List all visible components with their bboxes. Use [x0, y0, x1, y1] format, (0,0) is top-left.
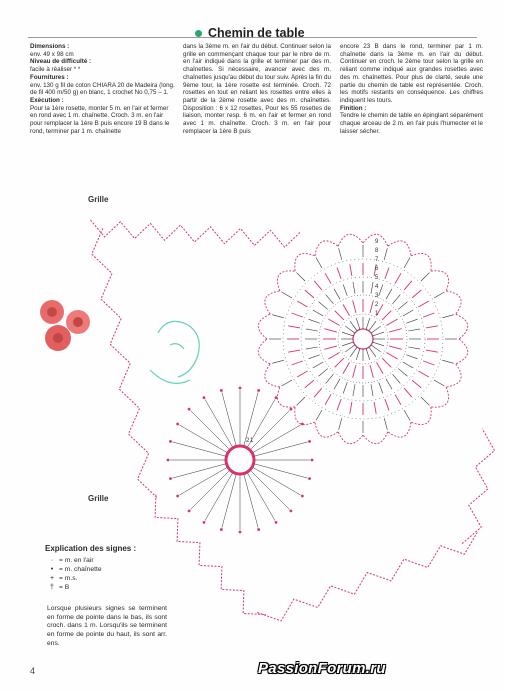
chain-spoke [244, 474, 258, 527]
legend-text: = m.s. [59, 575, 78, 582]
treble-stitch [319, 369, 328, 377]
supplies-heading: Fournitures : [30, 73, 69, 81]
chart-scallop [258, 314, 270, 339]
treble-stitch [342, 332, 353, 336]
chart-dot [203, 521, 206, 524]
dimensions-value: env. 49 x 98 cm [30, 50, 74, 58]
chart-dot [311, 459, 314, 462]
treble-stitch [371, 384, 373, 396]
chart-scallop [338, 234, 363, 246]
treble-stitch [393, 295, 401, 304]
chain-spoke [254, 442, 307, 456]
treble-stitch [395, 394, 401, 404]
treble-stitch [369, 321, 376, 331]
chart-dot [308, 477, 311, 480]
treble-stitch [385, 268, 389, 279]
legend-item [45, 556, 165, 565]
round-number: 6 [375, 266, 379, 272]
chart-scallop [446, 364, 461, 387]
chart-scallop [446, 291, 461, 314]
chart-zigzag [462, 429, 494, 544]
chain-spoke [179, 468, 227, 496]
treble-stitch [389, 346, 402, 349]
treble-stitch [305, 380, 314, 388]
treble-stitch [404, 388, 412, 397]
treble-stitch [371, 326, 381, 333]
treble-stitch [384, 418, 387, 430]
treble-stitch [379, 382, 383, 393]
treble-stitch [353, 282, 355, 294]
treble-stitch [335, 311, 344, 320]
chart-scallop [295, 253, 315, 271]
round-number: 5 [375, 275, 379, 281]
treble-stitch [442, 360, 454, 363]
chart-scallop [431, 271, 449, 291]
treble-stitch [324, 346, 337, 349]
treble-stitch [406, 355, 417, 359]
chart-scallop [315, 241, 338, 256]
treble-stitch [314, 388, 322, 397]
treble-stitch [326, 295, 334, 304]
chain-spoke [191, 411, 230, 450]
chart-scallop [411, 407, 431, 425]
legend-note: Lorsque plusieurs signes se terminent en forme de pointe dans le bas, ils sont croch. dans 1 m. Lorsqu'ils se terminent en forme de pointe du haut, ils sont arr. ens. [47, 605, 167, 647]
chart-dot [188, 510, 191, 513]
chart-dot [220, 389, 223, 392]
finishing-heading: Finition : [340, 104, 367, 112]
rosette-center [226, 446, 254, 474]
dimensions-heading: Dimensions : [30, 43, 70, 50]
watermark: PassionForum.ru [258, 660, 386, 677]
treble-stitch [412, 380, 421, 388]
treble-stitch [386, 319, 397, 326]
treble-stitch [297, 397, 305, 405]
treble-stitch [434, 380, 444, 386]
treble-stitch [339, 248, 342, 260]
treble-stitch [325, 273, 331, 283]
treble-stitch [382, 358, 391, 367]
column-3-text: encore 23 B dans le rond, terminer par 1 m. chaînette dans la 3ème m. en l'air du début. Continuer en croch. le 2ème tour selon la grille en reliant comme indiqué aux grandes rosettes avec des m. chaînettes. Pour plus de clarté, seule une partie du chemin de table est représentée. Croch. les motifs restants en conséquence. Les chiffres indiquent les tours. [340, 43, 483, 104]
treble-stitch [308, 355, 319, 359]
treble-stitch [306, 329, 318, 331]
treble-stitch [337, 399, 341, 410]
treble-stitch [334, 289, 340, 299]
treble-stitch [370, 300, 373, 313]
chain-spoke [251, 411, 290, 450]
treble-stitch [404, 258, 410, 268]
chart-dot [176, 495, 179, 498]
roses-illustration [40, 300, 90, 351]
treble-stitch [325, 394, 331, 404]
treble-stitch [434, 292, 444, 298]
treble-stitch [306, 347, 318, 349]
rosette-center [353, 329, 373, 349]
chart-dot [220, 528, 223, 531]
treble-stitch [384, 248, 387, 260]
treble-stitch [297, 301, 307, 307]
chart-zigzag [92, 228, 158, 498]
treble-stitch [418, 301, 428, 307]
chart-dot [176, 423, 179, 426]
treble-stitch [282, 292, 292, 298]
treble-stitch [324, 329, 337, 332]
treble-stitch [356, 349, 360, 360]
treble-stitch [305, 290, 314, 298]
legend [45, 544, 165, 592]
chart-dot [257, 389, 260, 392]
chart-scallop [277, 271, 295, 291]
treble-stitch [423, 313, 434, 317]
treble-stitch [406, 319, 417, 323]
legend-header: Explication des signes : [45, 544, 137, 553]
treble-stitch [385, 399, 389, 410]
treble-stitch [288, 350, 300, 352]
treble-stitch [345, 326, 355, 333]
treble-stitch [404, 281, 412, 290]
chart-scallop [456, 339, 468, 364]
treble-stitch [350, 321, 357, 331]
chain-spoke [179, 425, 227, 453]
treble-stitch [426, 326, 438, 328]
slip-stitch-icon: • [50, 566, 54, 573]
treble-stitch [316, 410, 322, 420]
treble-stitch [421, 273, 429, 281]
treble-stitch [343, 304, 350, 315]
treble-stitch [398, 369, 407, 377]
column-2: dans la 3ème m. en l'air du début. Continuer selon la grille en commençant chaque tour par le nbre de m. en l'air indiqué dans la grille et terminer par des m. chaînettes. Si nécessaire, avancer avec des m. chaînettes jusqu'au début du tour suiv. Après la fin du 9ème tour, la 1ère rosette est terminée. Croch. 72 rosettes en tout en reliant les rosettes entre elles à partir de la 2ème rosette avec des m. chaînettes. Disposition : 6 x 12 rosettes. Pour les 55 rosettes de liaison, monter resp. 6 m. en l'air et fermer en rond avec 1 m. chaînette. Croch. 3 m. en l'air pour remplacer la 1ère B puis [183, 43, 331, 135]
treble-stitch [442, 315, 454, 318]
legend-item [45, 583, 165, 592]
treble-stitch [379, 284, 383, 295]
treble-stitch [373, 342, 384, 346]
legend-text: = m. en l'air [59, 557, 94, 564]
chain-spoke [253, 468, 301, 496]
finishing-value: Tendre le chemin de table en épinglant séparément chaque arceau de 2 m. en l'air puis l'humecter et le laisser sécher. [340, 112, 483, 135]
legend-text: = B [59, 584, 70, 591]
treble-stitch [386, 353, 397, 360]
execution-value: Pour la 1ère rosette, monter 5 m. en l'air et fermer en rond avec 1 m. chaînette. Croch. 3 m. en l'air pour remplacer la 1ère B puis encore 19 B dans le rond, terminer par 1 m. chaînette [30, 104, 170, 135]
round-number: 1 [375, 311, 379, 317]
treble-stitch [418, 371, 428, 377]
treble-stitch [386, 379, 392, 389]
treble-stitch [350, 402, 352, 414]
treble-stitch [366, 318, 370, 329]
chain-spoke [253, 425, 301, 453]
chain-spoke [205, 399, 233, 447]
chart-scallop [388, 241, 411, 256]
treble-stitch [386, 289, 392, 299]
treble-stitch [308, 319, 319, 323]
difficulty-heading: Niveau de difficulté : [30, 58, 92, 66]
chart-scallop [315, 422, 338, 437]
chain-spoke [222, 474, 236, 527]
treble-stitch [337, 268, 341, 279]
treble-stitch [373, 332, 384, 336]
treble-stitch [343, 362, 350, 373]
chart-scallop [277, 387, 295, 407]
treble-stitch [272, 360, 284, 363]
treble-stitch [403, 310, 413, 316]
treble-stitch [370, 365, 373, 378]
chart-dot [203, 396, 206, 399]
chain-spoke [205, 473, 233, 521]
treble-stitch [393, 374, 401, 383]
legend-text: = m. chaînette [59, 566, 102, 573]
chain-stitch-icon: · [50, 557, 54, 564]
chart-dot [290, 408, 293, 411]
chart-dot [239, 387, 242, 390]
treble-stitch-icon: † [50, 584, 54, 591]
treble-stitch [395, 273, 401, 283]
chart-ring [301, 277, 425, 401]
chart-scallop [363, 432, 388, 444]
round-number: 2 [375, 302, 379, 308]
treble-stitch [408, 347, 420, 349]
treble-stitch [404, 410, 410, 420]
treble-stitch [412, 290, 421, 298]
chart-scallop [295, 407, 315, 425]
round-number: 2 [246, 438, 250, 444]
chart-dot [301, 495, 304, 498]
treble-stitch [374, 402, 376, 414]
treble-stitch [353, 300, 356, 313]
execution-heading: Exécution : [30, 96, 64, 104]
treble-stitch [297, 273, 305, 281]
chart-zigzag [155, 495, 266, 615]
single-crochet-icon: + [49, 575, 55, 582]
treble-stitch [421, 397, 429, 405]
chart-dot [239, 531, 242, 534]
chain-spoke [251, 471, 290, 510]
chart-dot [275, 396, 278, 399]
round-number: 8 [375, 248, 379, 254]
treble-stitch [314, 281, 322, 290]
treble-stitch [423, 361, 434, 365]
grille-side-label: Grille [88, 494, 109, 503]
treble-stitch [353, 365, 356, 378]
chain-spoke [172, 442, 225, 456]
chain-spoke [248, 473, 276, 521]
treble-stitch [371, 282, 373, 294]
treble-stitch [328, 319, 339, 326]
chart-scallop [265, 364, 280, 387]
treble-stitch [328, 353, 339, 360]
chart-zigzag [257, 532, 477, 620]
chain-spoke [222, 392, 236, 445]
treble-stitch [335, 358, 344, 367]
chart-scallop [338, 432, 363, 444]
treble-stitch [282, 380, 292, 386]
chain-spoke [172, 464, 225, 478]
difficulty-value: facile à réaliser * * [30, 66, 81, 74]
treble-stitch [398, 302, 407, 310]
treble-stitch [313, 310, 323, 316]
chart-dot [275, 521, 278, 524]
chart-dot [308, 440, 311, 443]
treble-stitch [350, 264, 352, 276]
treble-stitch [288, 326, 300, 328]
chart-dot [188, 408, 191, 411]
treble-stitch [408, 329, 420, 331]
chart-scallop [388, 422, 411, 437]
treble-stitch [389, 329, 402, 332]
chart-dot [167, 459, 170, 462]
treble-stitch [313, 362, 323, 368]
treble-stitch [369, 347, 376, 357]
chart-dot [301, 423, 304, 426]
treble-stitch [326, 374, 334, 383]
treble-stitch [319, 302, 328, 310]
legend-item [45, 574, 165, 583]
round-number: 4 [375, 284, 379, 290]
chart-scallop [411, 253, 431, 271]
treble-stitch [343, 382, 347, 393]
treble-stitch [426, 350, 438, 352]
treble-stitch [366, 349, 370, 360]
treble-stitch [334, 379, 340, 389]
chart-scallop [456, 314, 468, 339]
round-number: 9 [375, 239, 379, 245]
chart-scallop [258, 339, 270, 364]
treble-stitch [371, 345, 381, 352]
round-number: 3 [375, 293, 379, 299]
treble-stitch [345, 345, 355, 352]
chart-zigzag [90, 220, 300, 247]
chart-scallop [265, 291, 280, 314]
treble-stitch [292, 313, 303, 317]
treble-stitch [343, 284, 347, 295]
chart-dot [169, 440, 172, 443]
supplies-value: env. 130 g fil de coton CHIARA 20 de Madeira (long. de fil 400 m/50 g) en blanc, 1 crochet No 0,75 – 1. [30, 81, 175, 97]
legend-item [45, 565, 165, 574]
treble-stitch [316, 258, 322, 268]
chain-spoke [254, 464, 307, 478]
chart-dot [257, 528, 260, 531]
treble-stitch [350, 347, 357, 357]
treble-stitch [403, 362, 413, 368]
treble-stitch [353, 384, 355, 396]
treble-stitch [339, 418, 342, 430]
round-number: 7 [375, 257, 379, 263]
treble-stitch [382, 311, 391, 320]
page-title: Chemin de table [208, 26, 305, 40]
chart-dot [169, 477, 172, 480]
treble-stitch [272, 315, 284, 318]
treble-stitch [292, 361, 303, 365]
treble-stitch [342, 342, 353, 346]
chart-dot [290, 510, 293, 513]
treble-stitch [297, 371, 307, 377]
page-number: 4 [30, 666, 36, 676]
grille-label: Grille [88, 195, 109, 204]
treble-stitch [377, 362, 384, 373]
chain-spoke [191, 471, 230, 510]
chart-scallop [431, 387, 449, 407]
round-number: 1 [250, 438, 254, 444]
green-sketch [150, 321, 199, 383]
treble-stitch [356, 318, 360, 329]
